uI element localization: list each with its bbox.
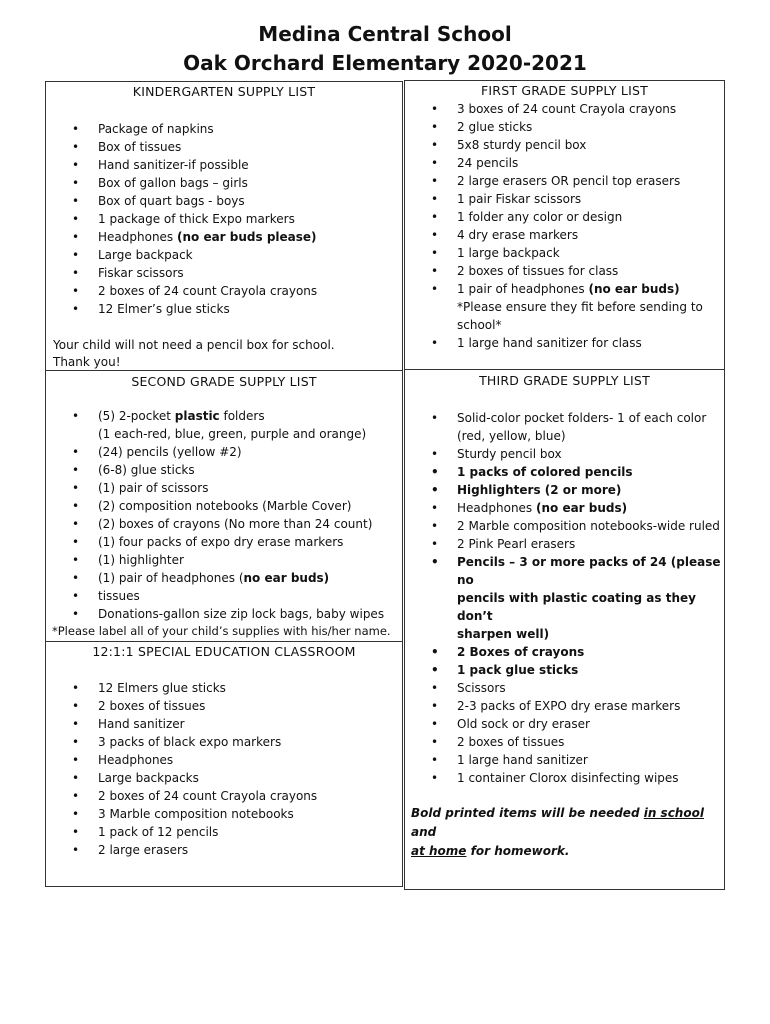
- folders-colors: (red, yellow, blue): [457, 429, 566, 443]
- table-top-border-right: [404, 80, 725, 81]
- second-grade-label-note: *Please label all of your child’s supplies with his/her name.: [52, 624, 391, 638]
- item-bold-text: (no ear buds please): [177, 230, 317, 244]
- list-item: • (6-8) glue sticks: [46, 461, 402, 479]
- item-bold-text: (no ear buds): [588, 282, 680, 296]
- kindergarten-note: Your child will not need a pencil box for school.: [53, 338, 335, 352]
- list-item: • 2 Pink Pearl erasers: [405, 535, 724, 553]
- second-grade-list-cont: [46, 443, 402, 623]
- folders-colors: (1 each-red, blue, green, purple and orange): [98, 427, 367, 441]
- list-item: • Box of quart bags - boys: [46, 192, 402, 210]
- table-divider-left: [402, 81, 403, 887]
- list-item: • 24 pencils: [405, 154, 724, 172]
- item-text: (5) 2-pocket: [98, 409, 175, 423]
- list-item: • Fiskar scissors: [46, 264, 402, 282]
- list-item: • 1 folder any color or design: [405, 208, 724, 226]
- school-name: Medina Central School: [258, 22, 512, 46]
- item-text: Headphones: [98, 230, 177, 244]
- list-item: • Highlighters (2 or more): [405, 481, 724, 499]
- list-item: • 12 Elmer’s glue sticks: [46, 300, 402, 318]
- bold-items-note: [405, 804, 724, 861]
- list-item: • 5x8 sturdy pencil box: [405, 136, 724, 154]
- table-top-border-left: [45, 81, 402, 82]
- note-text: for homework.: [466, 844, 570, 858]
- note-text: and: [411, 825, 437, 839]
- item-text: EXPO: [534, 699, 567, 713]
- list-item: • 1 pair Fiskar scissors: [405, 190, 724, 208]
- list-item: • 2 glue sticks: [405, 118, 724, 136]
- list-item: • Box of tissues: [46, 138, 402, 156]
- list-item: • 2 boxes of tissues: [46, 697, 402, 715]
- list-item: [46, 228, 402, 246]
- second-grade-section: [46, 373, 402, 640]
- list-item: • tissues: [46, 587, 402, 605]
- list-item: • Large backpacks: [46, 769, 402, 787]
- row-divider-left-2: [45, 641, 402, 642]
- list-item: • Scissors: [405, 679, 724, 697]
- list-item: • 2 large erasers: [46, 841, 402, 859]
- headphones-note-line-1: *Please ensure they fit before sending to: [457, 300, 703, 314]
- item-bold-text: plastic: [174, 409, 220, 423]
- document-subtitle: Oak Orchard Elementary 2020-2021: [183, 51, 587, 75]
- list-item: • Sturdy pencil box: [405, 445, 724, 463]
- table-bottom-border-right: [404, 889, 725, 890]
- item-text: Headphones: [457, 501, 536, 515]
- note-in-school: in school: [643, 806, 704, 820]
- list-item: • 2 Boxes of crayons: [405, 643, 724, 661]
- list-item: • Large backpack: [46, 246, 402, 264]
- list-item: • 1 package of thick Expo markers: [46, 210, 402, 228]
- second-grade-list: [46, 407, 402, 425]
- list-item: [46, 407, 402, 425]
- item-text: folders: [219, 409, 265, 423]
- list-item: • Hand sanitizer-if possible: [46, 156, 402, 174]
- list-item: • Hand sanitizer: [46, 715, 402, 733]
- list-item: • 2 boxes of tissues for class: [405, 262, 724, 280]
- list-item: • 1 large hand sanitizer: [405, 751, 724, 769]
- list-item: • (1) pair of scissors: [46, 479, 402, 497]
- second-grade-title: SECOND GRADE SUPPLY LIST: [131, 374, 317, 389]
- list-item: • 4 dry erase markers: [405, 226, 724, 244]
- special-ed-list: [46, 679, 402, 859]
- note-at-home: at home: [411, 844, 467, 858]
- kindergarten-thanks: Thank you!: [53, 355, 121, 369]
- list-item: • 3 packs of black expo markers: [46, 733, 402, 751]
- note-text: Bold printed items will be needed: [411, 806, 644, 820]
- list-item: • 2 boxes of 24 count Crayola crayons: [46, 787, 402, 805]
- item-text: 1 pair of headphones: [457, 282, 589, 296]
- list-item: [405, 499, 724, 517]
- list-item: • 3 Marble composition notebooks: [46, 805, 402, 823]
- list-item: • (1) four packs of expo dry erase markers: [46, 533, 402, 551]
- list-item: • Headphones: [46, 751, 402, 769]
- list-item: • 1 packs of colored pencils: [405, 463, 724, 481]
- list-item: • Donations-gallon size zip lock bags, baby wipes: [46, 605, 402, 623]
- third-grade-section: [405, 372, 724, 861]
- list-item: • Solid-color pocket folders- 1 of each color: [405, 409, 724, 427]
- list-item: • (1) highlighter: [46, 551, 402, 569]
- list-item: • (2) boxes of crayons (No more than 24 count): [46, 515, 402, 533]
- special-ed-section: [46, 643, 402, 859]
- list-item: • 1 container Clorox disinfecting wipes: [405, 769, 724, 787]
- table-right-border: [724, 80, 725, 890]
- third-grade-list: [405, 409, 724, 427]
- list-item: • Package of napkins: [46, 120, 402, 138]
- list-item: • 1 pack of 12 pencils: [46, 823, 402, 841]
- headphones-note-line-2: school*: [457, 318, 502, 332]
- list-item: • Box of gallon bags – girls: [46, 174, 402, 192]
- list-item: • Pencils – 3 or more packs of 24 (please no: [405, 553, 724, 589]
- item-text: 2-3 packs of: [457, 699, 535, 713]
- list-item: • (24) pencils (yellow #2): [46, 443, 402, 461]
- list-item: • 1 large backpack: [405, 244, 724, 262]
- list-item: • 1 pack glue sticks: [405, 661, 724, 679]
- list-item: [405, 697, 724, 715]
- first-grade-title: FIRST GRADE SUPPLY LIST: [481, 83, 648, 98]
- list-item: • 2 boxes of 24 count Crayola crayons: [46, 282, 402, 300]
- list-item: • 1 large hand sanitizer for class: [405, 334, 724, 352]
- kindergarten-list: [46, 120, 402, 318]
- first-grade-list-end: [405, 334, 724, 352]
- item-text: dry erase markers: [566, 699, 681, 713]
- item-text: (1) pair of headphones (: [98, 571, 244, 585]
- list-item: • (2) composition notebooks (Marble Cover): [46, 497, 402, 515]
- third-grade-list-cont: [405, 445, 724, 589]
- list-item: [405, 280, 724, 298]
- list-item: • 2 large erasers OR pencil top erasers: [405, 172, 724, 190]
- list-item: • 3 boxes of 24 count Crayola crayons: [405, 100, 724, 118]
- first-grade-section: [405, 82, 724, 352]
- special-ed-title: 12:1:1 SPECIAL EDUCATION CLASSROOM: [92, 644, 356, 659]
- first-grade-list: [405, 100, 724, 298]
- third-grade-list-end: [405, 643, 724, 787]
- third-grade-title: THIRD GRADE SUPPLY LIST: [479, 373, 650, 388]
- list-item: • 12 Elmers glue sticks: [46, 679, 402, 697]
- pencils-line-3: sharpen well): [457, 627, 550, 641]
- list-item: • 2 boxes of tissues: [405, 733, 724, 751]
- item-bold-text: (no ear buds): [536, 501, 628, 515]
- pencils-line-2: pencils with plastic coating as they don’t: [457, 591, 696, 623]
- list-item: • 2 Marble composition notebooks-wide ruled: [405, 517, 724, 535]
- table-bottom-border-left: [45, 886, 402, 887]
- list-item: • Old sock or dry eraser: [405, 715, 724, 733]
- kindergarten-section: [46, 83, 402, 371]
- item-bold-text: no ear buds): [243, 571, 330, 585]
- list-item: [46, 569, 402, 587]
- kindergarten-title: KINDERGARTEN SUPPLY LIST: [132, 84, 316, 99]
- row-divider-right-1: [404, 369, 725, 370]
